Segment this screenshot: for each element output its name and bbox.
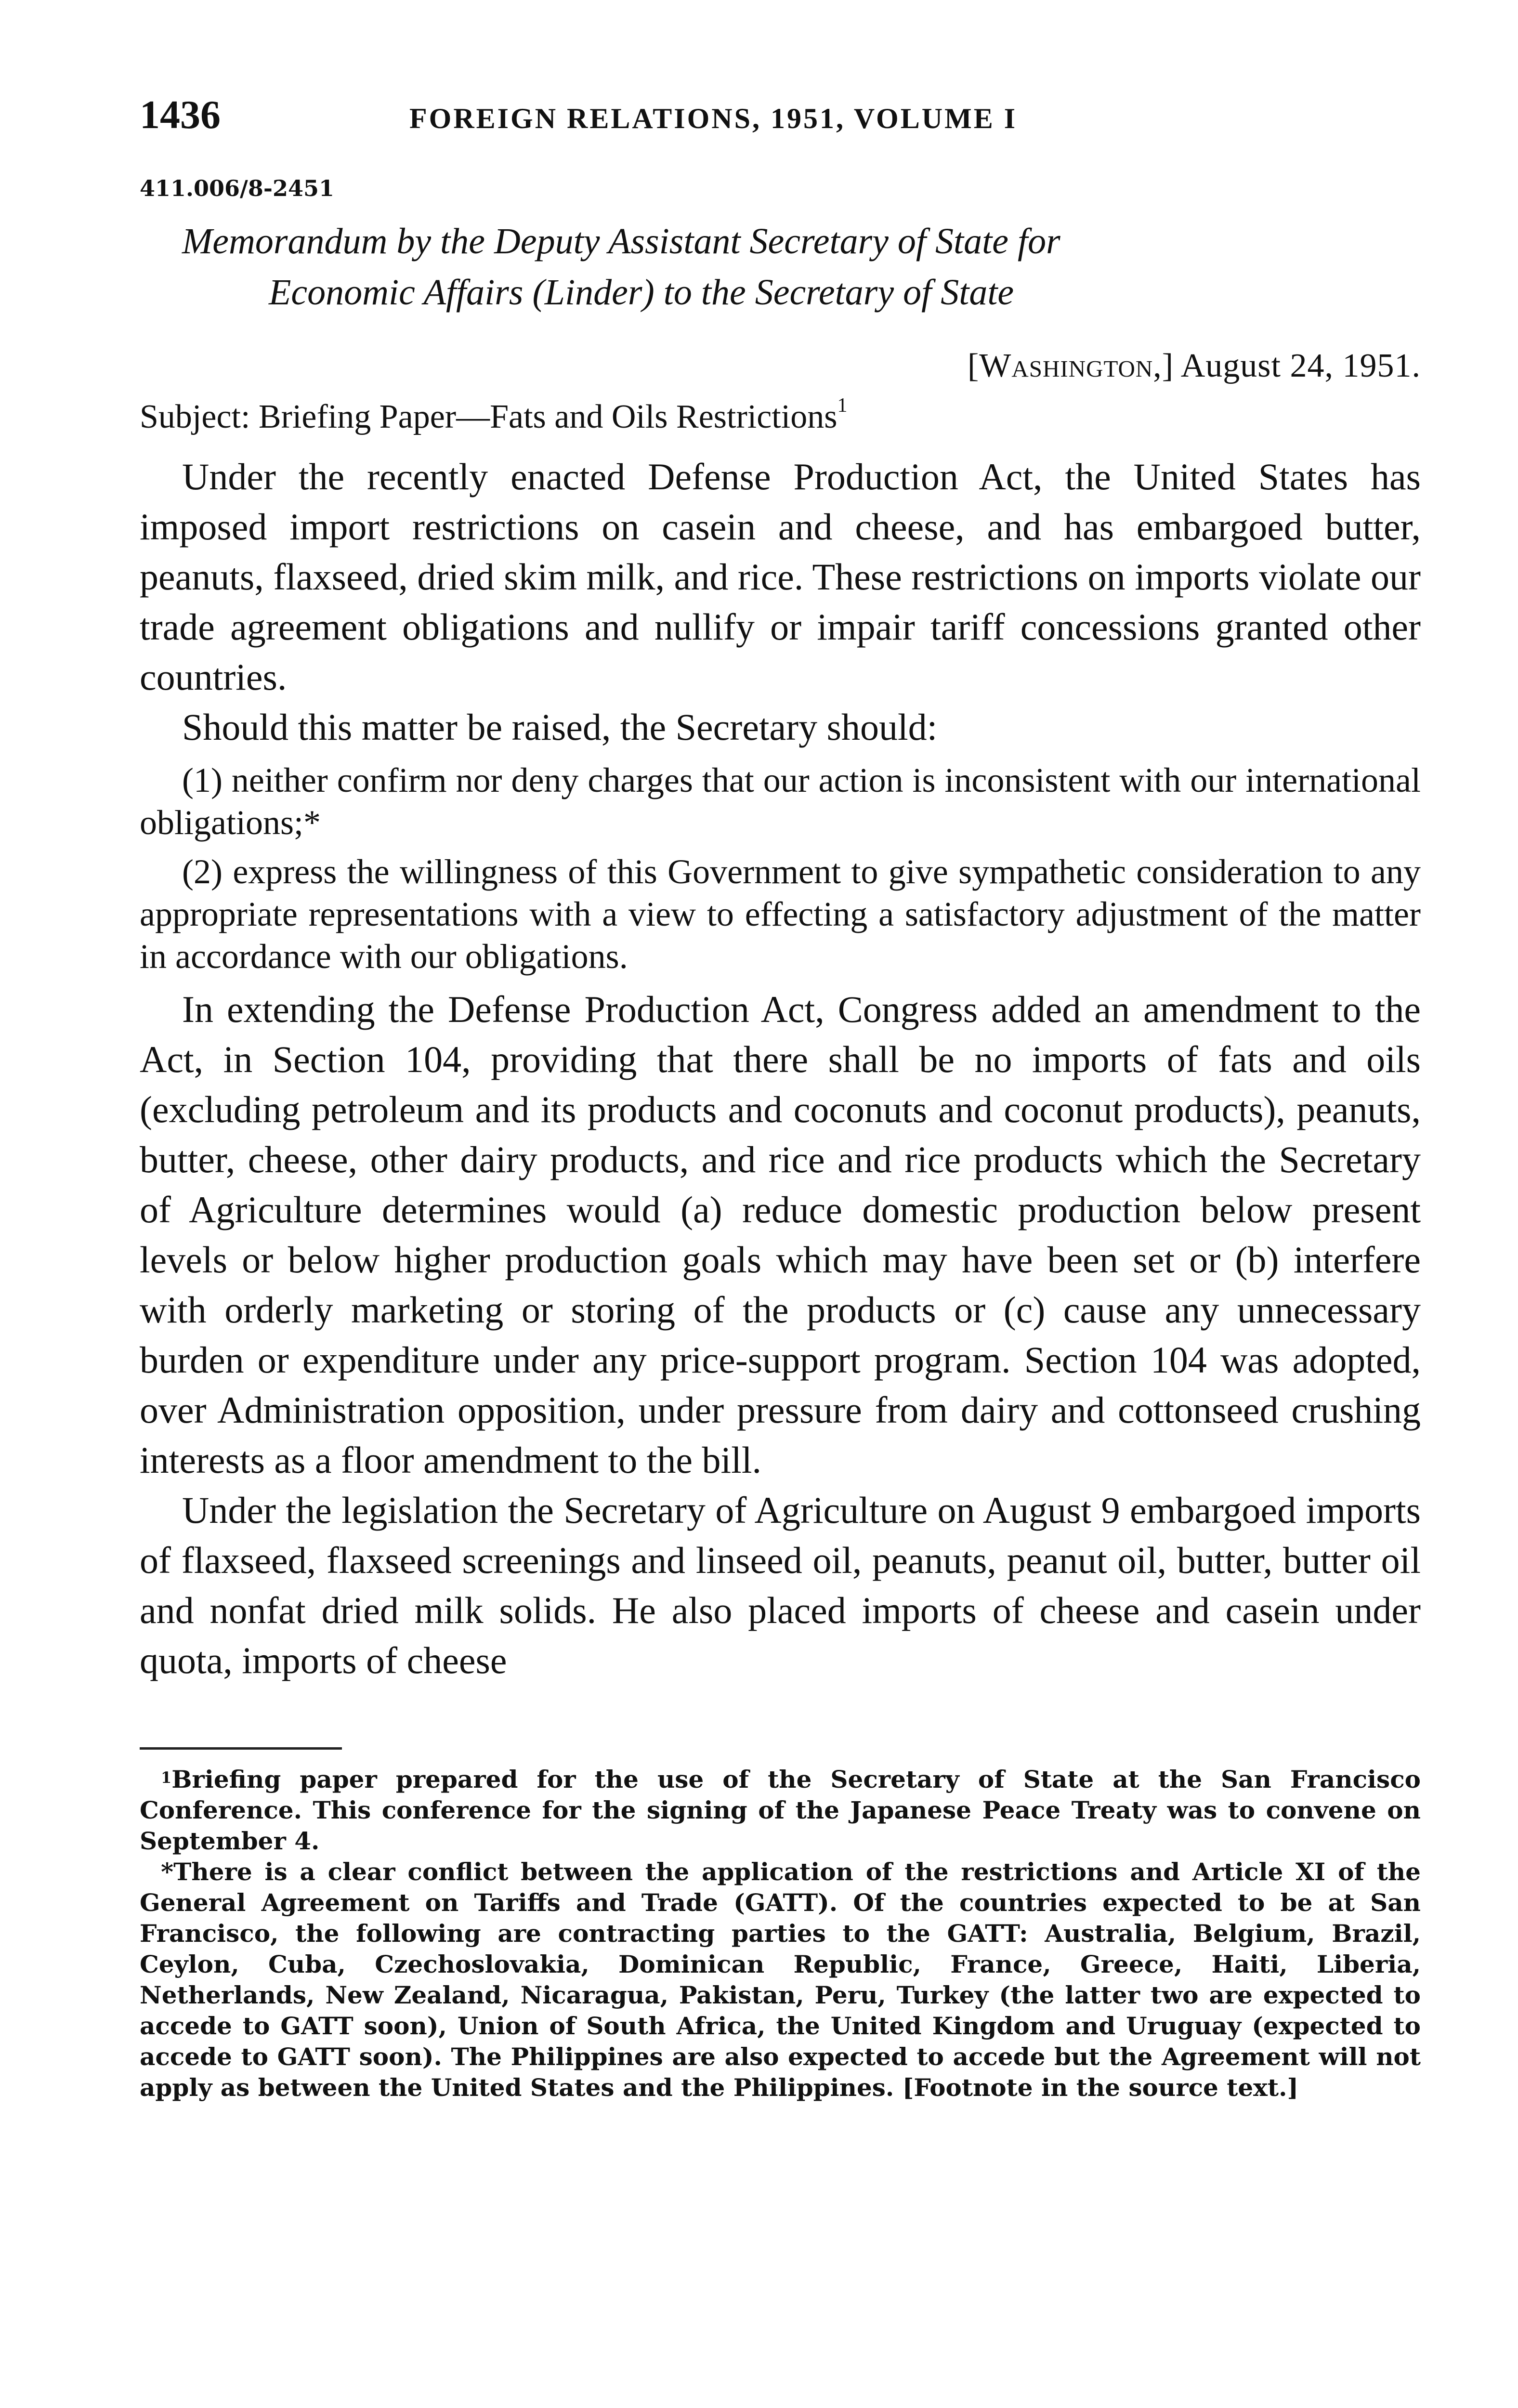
dateline-place: [Washington,] (967, 347, 1174, 384)
footnote-1-marker: 1 (161, 1768, 172, 1787)
running-head (140, 92, 1421, 144)
document-title (140, 216, 1421, 318)
memo-body (140, 452, 1421, 1686)
list-item-1: (1) neither confirm nor deny charges that our action is inconsistent with our international obligations;* (140, 761, 1421, 842)
footnote-divider (140, 1747, 342, 1750)
title-line-2: Economic Affairs (Linder) to the Secretary of State (269, 272, 1014, 313)
subject-text: Briefing Paper—Fats and Oils Restrictions (258, 398, 838, 435)
running-title: FOREIGN RELATIONS, 1951, VOLUME I (409, 103, 1018, 134)
paragraph-4: Under the legislation the Secretary of Agriculture on August 9 embargoed imports of flaxseed, flaxseed screenings and linseed oil, peanuts, peanut oil, butter, butter oil and nonfat dried milk solids. He also placed imports of cheese and casein under quota, imports of cheese (140, 1489, 1421, 1681)
title-line-1: Memorandum by the Deputy Assistant Secretary of State for (182, 221, 1060, 262)
footnote-1-text: Briefing paper prepared for the use of the Secretary of State at the San Francisco Conference. This conference for the signing of the Japanese Peace Treaty was to convene on September 4. (140, 1765, 1421, 1855)
paragraph-2: Should this matter be raised, the Secretary should: (182, 706, 938, 748)
subject-label: Subject: (140, 398, 250, 435)
footnote-2: *There is a clear conflict between the application of the restrictions and Article XI of the General Agreement on Tariffs and Trade (GATT). Of the countries expected to be at San Francisco, the following are contracting parties to the GATT: Australia, Belgium, Brazil, Ceylon, Cuba, Czechoslovakia, Dominican Republic, France, Greece, Haiti, Liberia, Netherlands, New Zealand, Nicaragua, Pakistan, Peru, Turkey (the latter two are expected to accede to GATT soon), Union of South Africa, the United Kingdom and Uruguay (expected to accede to GATT soon). The Philippines are also expected to accede but the Agreement will not apply as between the United States and the Philippines. [Footnote in the source text.] (140, 1858, 1421, 2102)
page-number: 1436 (140, 92, 221, 137)
subject-line (140, 394, 1421, 436)
dateline-date: August 24, 1951. (1180, 347, 1421, 384)
footnote-1 (140, 1764, 1421, 1857)
footnotes (140, 1764, 1421, 2103)
file-number: 411.006/8-2451 (140, 175, 334, 201)
list-item-2: (2) express the willingness of this Government to give sympathetic consideration to any appropriate representations with a view to effecting a satisfactory adjustment of the matter in accordance with our obligations. (140, 852, 1421, 976)
footnote-ref-1: 1 (837, 394, 848, 417)
document-page (140, 92, 1421, 2103)
paragraph-3: In extending the Defense Production Act, Congress added an amendment to the Act, in Section 104, providing that there shall be no imports of fats and oils (excluding petroleum and its products and coconuts and coconut products), peanuts, butter, cheese, other dairy products, and rice and rice products which the Secretary of Agriculture determines would (a) reduce domestic production below present levels or below higher production goals which may have been set or (b) interfere with orderly marketing or storing of the products or (c) cause any unnecessary burden or expenditure under any price-support program. Section 104 was adopted, over Administration opposition, under pressure from dairy and cottonseed crushing interests as a floor amendment to the bill. (140, 988, 1421, 1481)
paragraph-1: Under the recently enacted Defense Production Act, the United States has imposed import restrictions on casein and cheese, and has embargoed butter, peanuts, flaxseed, dried skim milk, and rice. These restrictions on imports violate our trade agreement obligations and nullify or impair tariff concessions granted other countries. (140, 456, 1421, 698)
dateline (140, 347, 1421, 385)
